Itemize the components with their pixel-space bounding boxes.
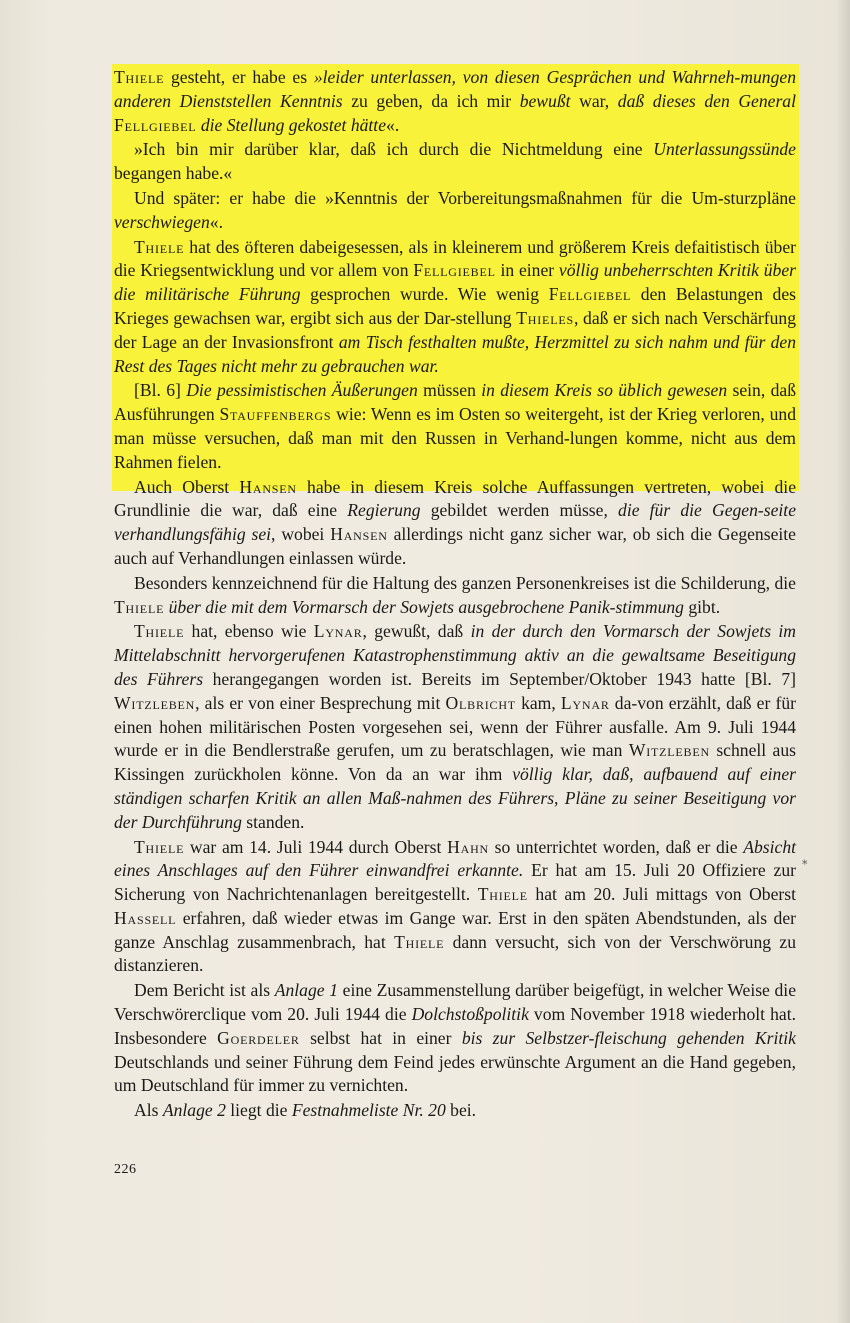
text-run: den Belastungen des Krieges gewachsen war, ergibt sich aus der Dar-stellung	[114, 284, 797, 328]
text-run: gesprochen wurde. Wie wenig	[300, 284, 549, 305]
text-run: gebildet werden müsse,	[420, 500, 619, 521]
folio-reference: [Bl. 6]	[134, 380, 187, 401]
name-olbricht: Olbricht	[445, 692, 516, 713]
paragraph-11	[114, 1099, 796, 1123]
italic-run: Anlage 2	[162, 1100, 226, 1121]
text-run: zu geben, da ich mir	[342, 90, 520, 111]
name-thiele: Thiele	[114, 596, 165, 617]
name-fellgiebel: Fellgiebel	[114, 114, 197, 135]
italic-run: in der durch den Vormarsch der Sowjets im Mittelabschnitt hervorgerufenen Katastrophenstimmung aktiv an die gewaltsame Beseitigung des Führers	[114, 621, 796, 689]
name-hansen: Hansen	[330, 524, 388, 545]
paragraph-1	[114, 66, 796, 137]
text-run: , als er von einer Besprechung mit	[195, 692, 446, 713]
page-number: 226	[114, 1162, 137, 1177]
paragraph-10	[114, 979, 796, 1098]
text-run: kam,	[515, 692, 561, 713]
italic-run: über die mit dem Vormarsch der Sowjets ausgebrochene Panik-stimmung	[168, 596, 684, 617]
paragraph-6	[114, 476, 796, 571]
text-run: hat, ebenso wie	[184, 621, 314, 642]
italic-run: Regierung	[347, 500, 421, 521]
text-run: hat am 20. Juli mittags von Oberst	[527, 884, 796, 905]
italic-run: Dolchstoßpolitik	[411, 1004, 529, 1025]
text-run: Dem Bericht ist als	[134, 980, 275, 1001]
italic-run: die für die Gegen-seite verhandlungsfähig sei	[114, 500, 797, 545]
paragraph-2	[114, 138, 796, 186]
name-hahn: Hahn	[447, 836, 489, 857]
italic-run: Absicht eines Anschlages auf den Führer einwandfrei erkannte.	[114, 836, 797, 881]
text-run: war,	[570, 90, 618, 111]
name-stauffenbergs: Stauffenbergs	[219, 404, 332, 425]
name-fellgiebel: Fellgiebel	[548, 284, 632, 305]
name-thiele: Thiele	[114, 67, 165, 87]
italic-run: Unterlassungssünde	[653, 139, 796, 160]
paragraph-5	[114, 379, 796, 474]
text-run: Und später: er habe die »Kenntnis der Vorbereitungsmaßnahmen für die Um-sturzpläne	[134, 187, 796, 208]
name-thiele: Thiele	[394, 931, 445, 952]
name-thieles: Thieles	[516, 307, 574, 328]
text-run: erfahren, daß wieder etwas im Gange war. Erst in den späten Abendstunden, als der ganze Anschlag zusammenbrach, hat	[114, 907, 796, 952]
text-run: vom November 1918 wiederholt hat. Insbesondere	[114, 1004, 796, 1048]
paragraph-9	[114, 836, 796, 979]
text-run: gesteht, er habe es	[164, 67, 314, 87]
text-run: sein, daß Ausführungen	[114, 380, 796, 425]
print-speck-mark: *	[802, 858, 808, 871]
italic-run: am Tisch festhalten mußte, Herzmittel zu sich nahm und für den Rest des Tages nicht mehr zu gebrauchen war.	[114, 331, 796, 376]
name-thiele: Thiele	[134, 236, 185, 257]
text-run: «.	[209, 211, 223, 232]
text-run: , daß er sich nach Verschärfung der Lage an der Invasionsfront	[114, 307, 797, 352]
name-goerdeler: Goerdeler	[217, 1027, 300, 1048]
text-run: gibt.	[683, 596, 721, 617]
text-run: schnell aus Kissingen zurückholen könne. Von da an war ihm	[114, 740, 796, 785]
text-run: standen.	[241, 811, 305, 832]
name-lynar: Lynar	[560, 692, 610, 713]
italic-run: bewußt	[519, 90, 571, 111]
text-run: Auch Oberst	[134, 476, 240, 497]
text-run: liegt die	[225, 1100, 292, 1121]
text-run: dann versucht, sich von der Verschwörung zu distanzieren.	[114, 931, 796, 976]
paragraph-3	[114, 187, 796, 235]
name-thiele: Thiele	[134, 836, 185, 857]
italic-run: in diesem Kreis so üblich gewesen	[481, 380, 728, 401]
text-run: , gewußt, daß	[362, 621, 471, 642]
paragraph-7	[114, 572, 796, 620]
text-run: Deutschlands und seiner Führung dem Feind jedes erwünschte Argument an die Hand gegeben, um Deutschland für immer zu vernichten.	[114, 1051, 796, 1096]
name-witzleben: Witzleben	[628, 740, 710, 761]
text-run: wie: Wenn es im Osten so weitergeht, ist der Krieg verloren, und man müsse versuchen, daß man mit den Russen in Verhand-lungen komme, nicht aus dem Rahmen fielen.	[114, 404, 796, 472]
text-run: allerdings nicht ganz sicher war, ob sich die Gegenseite auch auf Verhandlungen einlassen würde.	[114, 524, 796, 568]
name-witzleben: Witzleben	[114, 692, 196, 713]
name-lynar: Lynar	[313, 621, 363, 642]
text-run: «.	[386, 114, 400, 135]
text-run: »Ich bin mir darüber klar, daß ich durch die Nichtmeldung eine	[134, 139, 654, 160]
italic-run: völlig klar, daß, aufbauend auf einer ständigen scharfen Kritik an allen Maß-nahmen des Führers, Pläne zu seiner Beseitigung vor der Durchführung	[114, 764, 796, 832]
text-run: Besonders kennzeichnend für die Haltung des ganzen Personenkreises ist die Schilderung, die	[134, 572, 796, 593]
text-run: in einer	[495, 260, 559, 281]
text-run: , wobei	[271, 524, 331, 545]
italic-run: verschwiegen	[114, 211, 210, 232]
text-run: eine Zusammenstellung darüber beigefügt, in welcher Weise die Verschwörerclique vom 20. Juli 1944 die	[114, 980, 797, 1025]
italic-run: Anlage 1	[274, 980, 339, 1001]
paragraph-8	[114, 620, 796, 834]
paragraph-4	[114, 236, 796, 379]
text-run: war am 14. Juli 1944 durch Oberst	[184, 836, 448, 857]
italic-run: Die pessimistischen Äußerungen	[186, 380, 418, 401]
text-run: herangegangen worden ist. Bereits im September/Oktober 1943 hatte [Bl. 7]	[203, 668, 797, 689]
name-thiele: Thiele	[477, 884, 528, 905]
text-run: müssen	[417, 380, 482, 401]
text-run: selbst hat in einer	[299, 1027, 462, 1048]
italic-run: Festnahmeliste Nr. 20	[291, 1100, 446, 1121]
italic-run: bis zur Selbstzer-fleischung gehenden Kritik	[461, 1027, 796, 1048]
name-hassell: Hassell	[114, 907, 177, 928]
page-body-text	[114, 66, 796, 1123]
text-run: hat des öfteren dabeigesessen, als in kleinerem und größerem Kreis defaitistisch über die Kriegsentwicklung und vor allem von	[114, 236, 796, 281]
italic-quote: »leider unterlassen, von diesen Gesprächen und Wahrneh-mungen anderen Dienststellen Kenntnis	[114, 67, 796, 111]
name-thiele: Thiele	[134, 621, 185, 642]
text-run: begangen habe.«	[114, 163, 233, 184]
italic-run: völlig unbeherrschten Kritik über die militärische Führung	[114, 260, 797, 305]
text-run: bei.	[445, 1100, 477, 1121]
name-fellgiebel: Fellgiebel	[413, 260, 496, 281]
text-run: da-von erzählt, daß er für einen hohen militärischen Posten vorgesehen sei, wenn der Führer ausfalle. Am 9. Juli 1944 wurde er in die Bendlerstraße gerufen, um zu beratschlagen, wie man	[114, 692, 796, 761]
italic-run: die Stellung gekostet hätte	[196, 114, 387, 135]
text-run: Als	[134, 1100, 163, 1121]
italic-run: daß dieses den General	[617, 90, 796, 111]
page-gutter-shadow	[836, 0, 850, 1323]
name-hansen: Hansen	[239, 476, 297, 497]
text-run: habe in diesem Kreis solche Auffassungen vertreten, wobei die Grundlinie die war, daß eine	[114, 476, 796, 521]
text-run: Er hat am 15. Juli 20 Offiziere zur Sicherung von Nachrichtenanlagen bereitgestellt.	[114, 860, 796, 905]
text-run: so unterrichtet worden, daß er die	[489, 836, 744, 857]
